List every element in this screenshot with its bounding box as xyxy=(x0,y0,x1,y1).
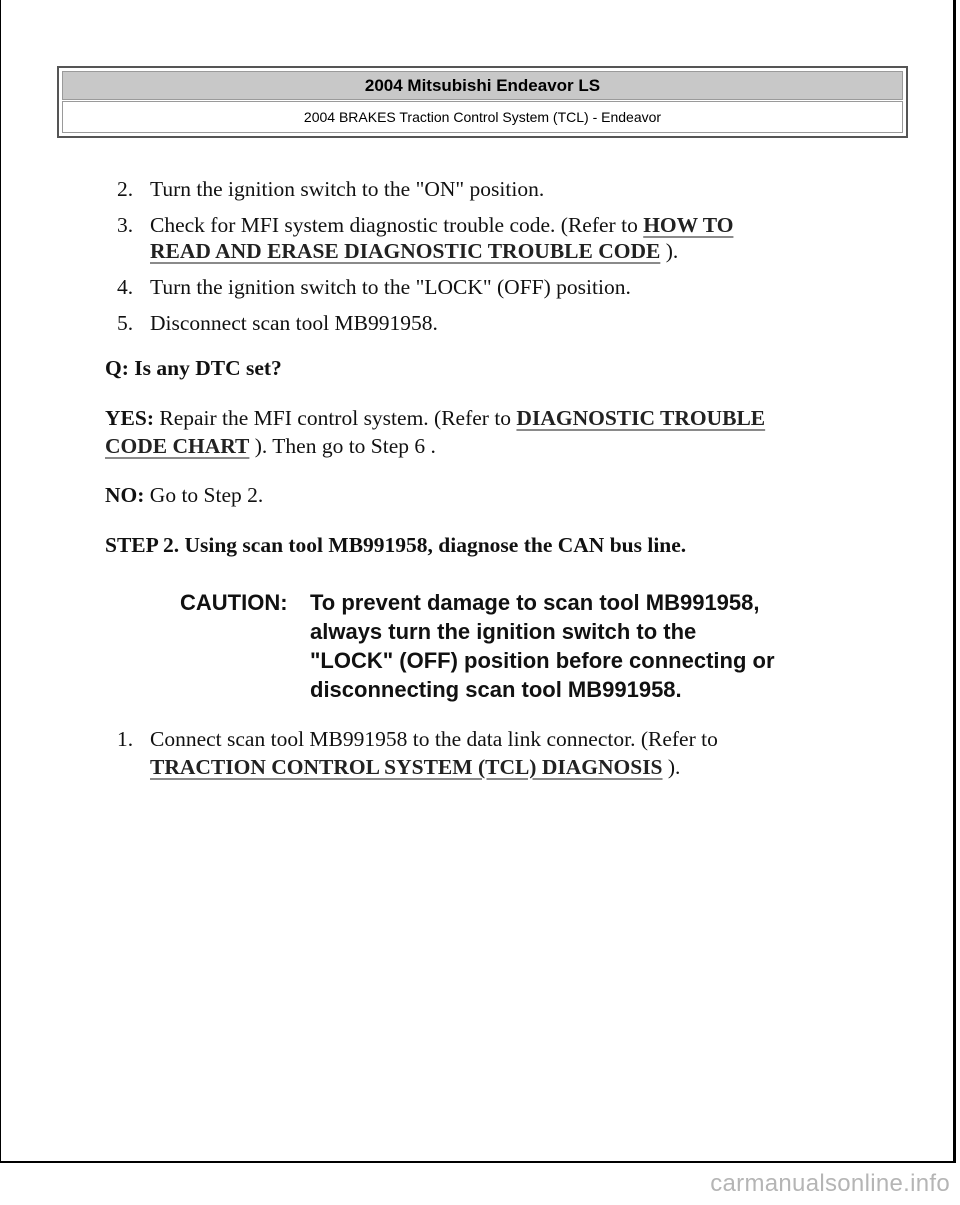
step-text: Turn the ignition switch to the "LOCK" (OFF) position. xyxy=(150,275,631,299)
no-text: Go to Step 2. xyxy=(144,483,264,507)
dtc-chart-link-part1[interactable]: DIAGNOSTIC TROUBLE xyxy=(516,406,766,430)
header-subtitle: 2004 BRAKES Traction Control System (TCL) - Endeavor xyxy=(62,101,903,133)
step-number: 1. xyxy=(117,727,134,751)
step-number: 3. xyxy=(117,213,134,237)
how-to-link[interactable]: HOW TO xyxy=(643,213,734,237)
yes-label: YES: xyxy=(105,406,154,430)
yes-text: Repair the MFI control system. (Refer to xyxy=(153,406,517,430)
step-number: 2. xyxy=(117,177,134,201)
step-text-continued xyxy=(150,754,680,780)
caution-line: always turn the ignition switch to the xyxy=(310,619,697,644)
caution-line: disconnecting scan tool MB991958. xyxy=(310,677,682,702)
watermark: carmanualsonline.info xyxy=(710,1170,950,1197)
step2-heading: STEP 2. Using scan tool MB991958, diagnose the CAN bus line. xyxy=(105,533,687,557)
caution-line: "LOCK" (OFF) position before connecting or xyxy=(310,648,775,673)
step-text-part: ). xyxy=(660,239,679,263)
question-text: Q: Is any DTC set? xyxy=(105,356,282,380)
read-erase-dtc-link[interactable]: READ AND ERASE DIAGNOSTIC TROUBLE CODE xyxy=(150,239,661,263)
document-header xyxy=(57,66,908,138)
step-text: Turn the ignition switch to the "ON" position. xyxy=(150,177,545,201)
step-text-continued xyxy=(150,238,678,264)
yes-answer xyxy=(105,405,765,431)
caution-line: To prevent damage to scan tool MB991958, xyxy=(310,590,760,615)
step-text xyxy=(150,212,733,238)
step-text-part: Check for MFI system diagnostic trouble code. (Refer to xyxy=(150,213,644,237)
step-number: 5. xyxy=(117,311,134,335)
page-left-edge xyxy=(0,0,1,1163)
step-text: Disconnect scan tool MB991958. xyxy=(150,311,438,335)
step-text-part: ). xyxy=(662,755,681,779)
caution-label: CAUTION: xyxy=(180,590,288,615)
no-label: NO: xyxy=(105,483,145,507)
step-text: Connect scan tool MB991958 to the data link connector. (Refer to xyxy=(150,727,718,751)
tcl-diagnosis-link[interactable]: TRACTION CONTROL SYSTEM (TCL) DIAGNOSIS xyxy=(150,755,663,779)
no-answer xyxy=(105,482,263,508)
header-title: 2004 Mitsubishi Endeavor LS xyxy=(62,71,903,100)
step-number: 4. xyxy=(117,275,134,299)
yes-answer-continued xyxy=(105,433,436,459)
yes-text-after: ). Then go to Step 6 . xyxy=(249,434,436,458)
dtc-chart-link-part2[interactable]: CODE CHART xyxy=(105,434,250,458)
